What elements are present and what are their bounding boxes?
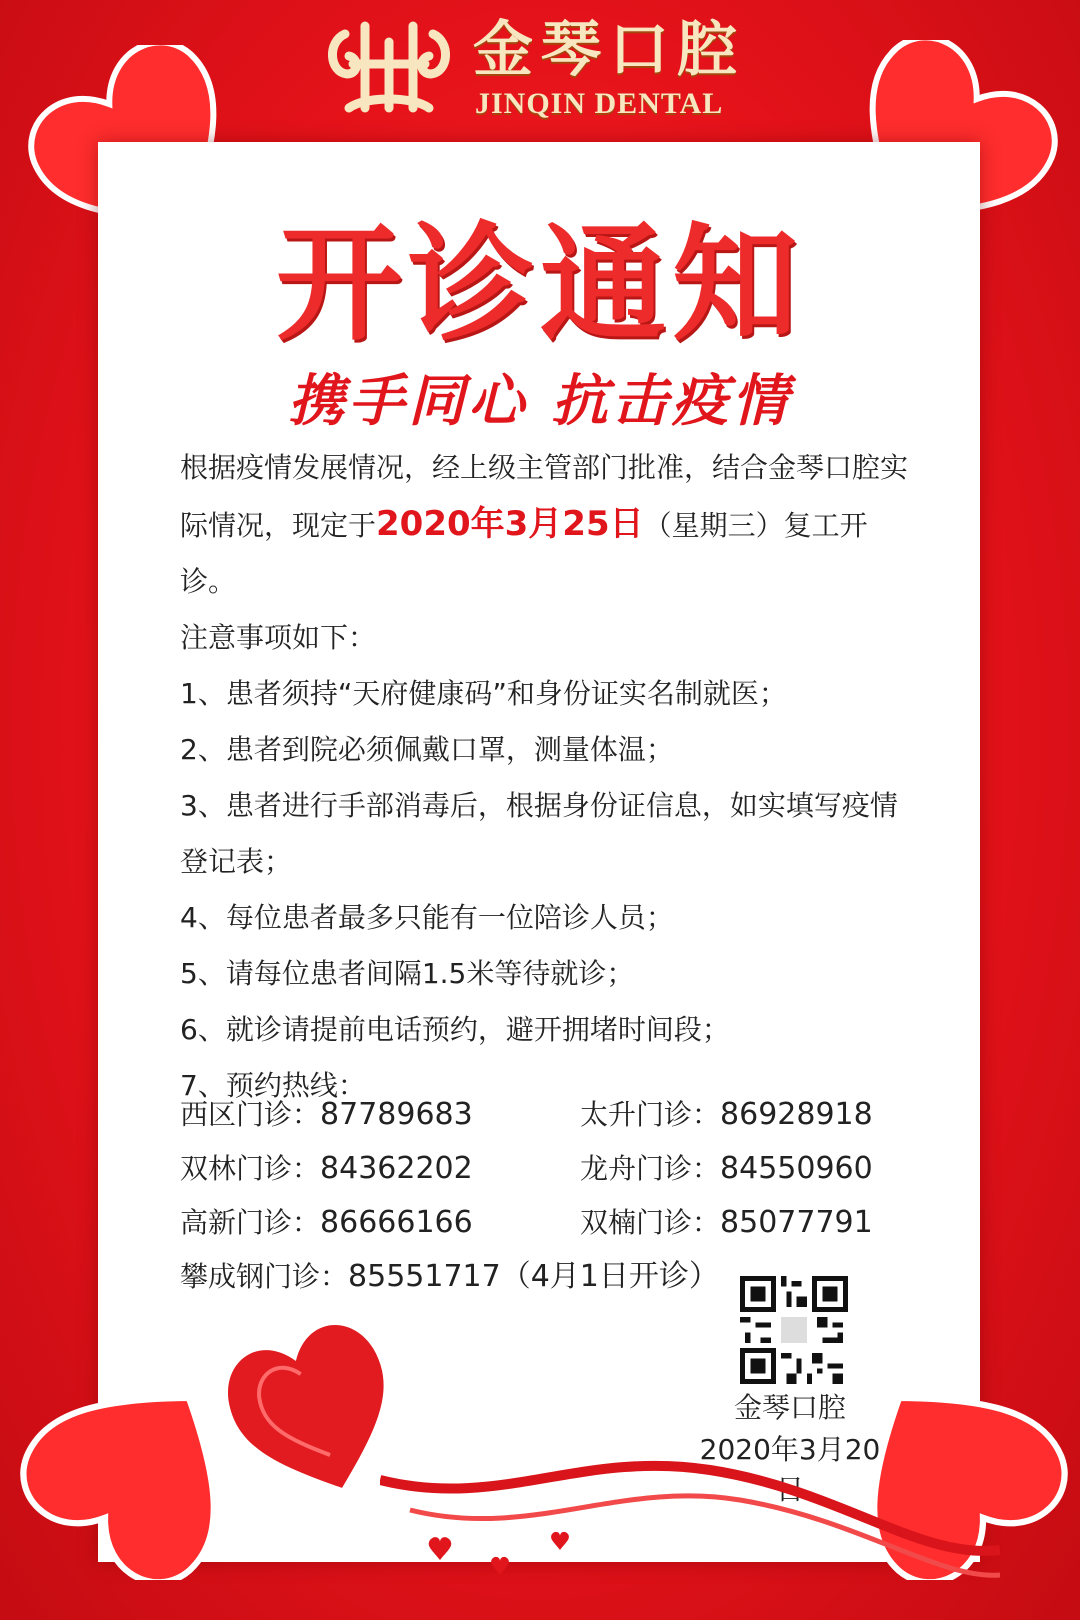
list-item: 4、每位患者最多只能有一位陪诊人员； [180,901,674,934]
clinic-name: 太升门诊： [580,1098,721,1131]
clinic-name: 双林门诊： [180,1152,321,1185]
list-item: 3、患者进行手部消毒后，根据身份证信息，如实填写疫情登记表； [180,789,898,878]
list-item: 7、预约热线： [180,1069,366,1102]
notice-body [180,440,915,1114]
qr-code-icon[interactable] [740,1276,848,1384]
clinic-name: 攀成钢门诊： [180,1260,349,1293]
phone-number: 85077791 [720,1205,873,1240]
phone-number: 84362202 [320,1151,473,1186]
intro-paragraph [180,440,915,610]
list-item: 1、患者须持“天府健康码”和身份证实名制就医； [180,677,787,710]
phone-number: 87789683 [320,1097,473,1132]
intro-text-2: （星期三）复工开诊。 [180,509,868,598]
signature-date: 2020年3月20日 [699,1433,881,1506]
clinic-name: 双楠门诊： [580,1206,721,1239]
hotline-item [580,1203,873,1243]
clinic-name: 高新门诊： [180,1206,321,1239]
reopen-date: 2020年3月25日 [376,504,644,544]
brand-logo [325,12,755,120]
decorative-heart-icon [228,1308,398,1498]
phone-number: 84550960 [720,1151,873,1186]
brand-name-cn: 金琴口腔 [473,15,745,85]
clinic-name: 西区门诊： [180,1098,321,1131]
notes-heading: 注意事项如下： [180,621,377,654]
signature-name: 金琴口腔 [733,1391,846,1424]
page-title: 开诊通知 [276,211,804,358]
phone-number: 86928918 [720,1097,873,1132]
intro-text-1: 根据疫情发展情况，经上级主管部门批准，结合金琴口腔实际情况，现定于 [180,451,909,542]
brand-name-en: JINQIN DENTAL [475,87,724,120]
list-item: 2、患者到院必须佩戴口罩，测量体温； [180,733,674,766]
corner-heart-bottom-left-icon [20,1370,250,1580]
hotline-item [580,1095,873,1135]
phone-number: 86666166 [320,1205,473,1240]
phone-number: 85551717（4月1日开诊） [348,1259,719,1294]
hotline-item [180,1149,473,1189]
hotline-item [180,1203,473,1243]
list-item: 5、请每位患者间隔1.5米等待就诊； [180,957,635,990]
hotline-item [180,1095,473,1135]
list-item: 6、就诊请提前电话预约，避开拥堵时间段； [180,1013,730,1046]
clinic-name: 龙舟门诊： [580,1152,721,1185]
decorative-ribbon-icon [380,1440,1000,1590]
harp-logo-icon [325,12,453,120]
page-subtitle: 携手同心 抗击疫情 [288,369,792,434]
hotline-item [180,1257,719,1297]
hotline-item [580,1149,873,1189]
